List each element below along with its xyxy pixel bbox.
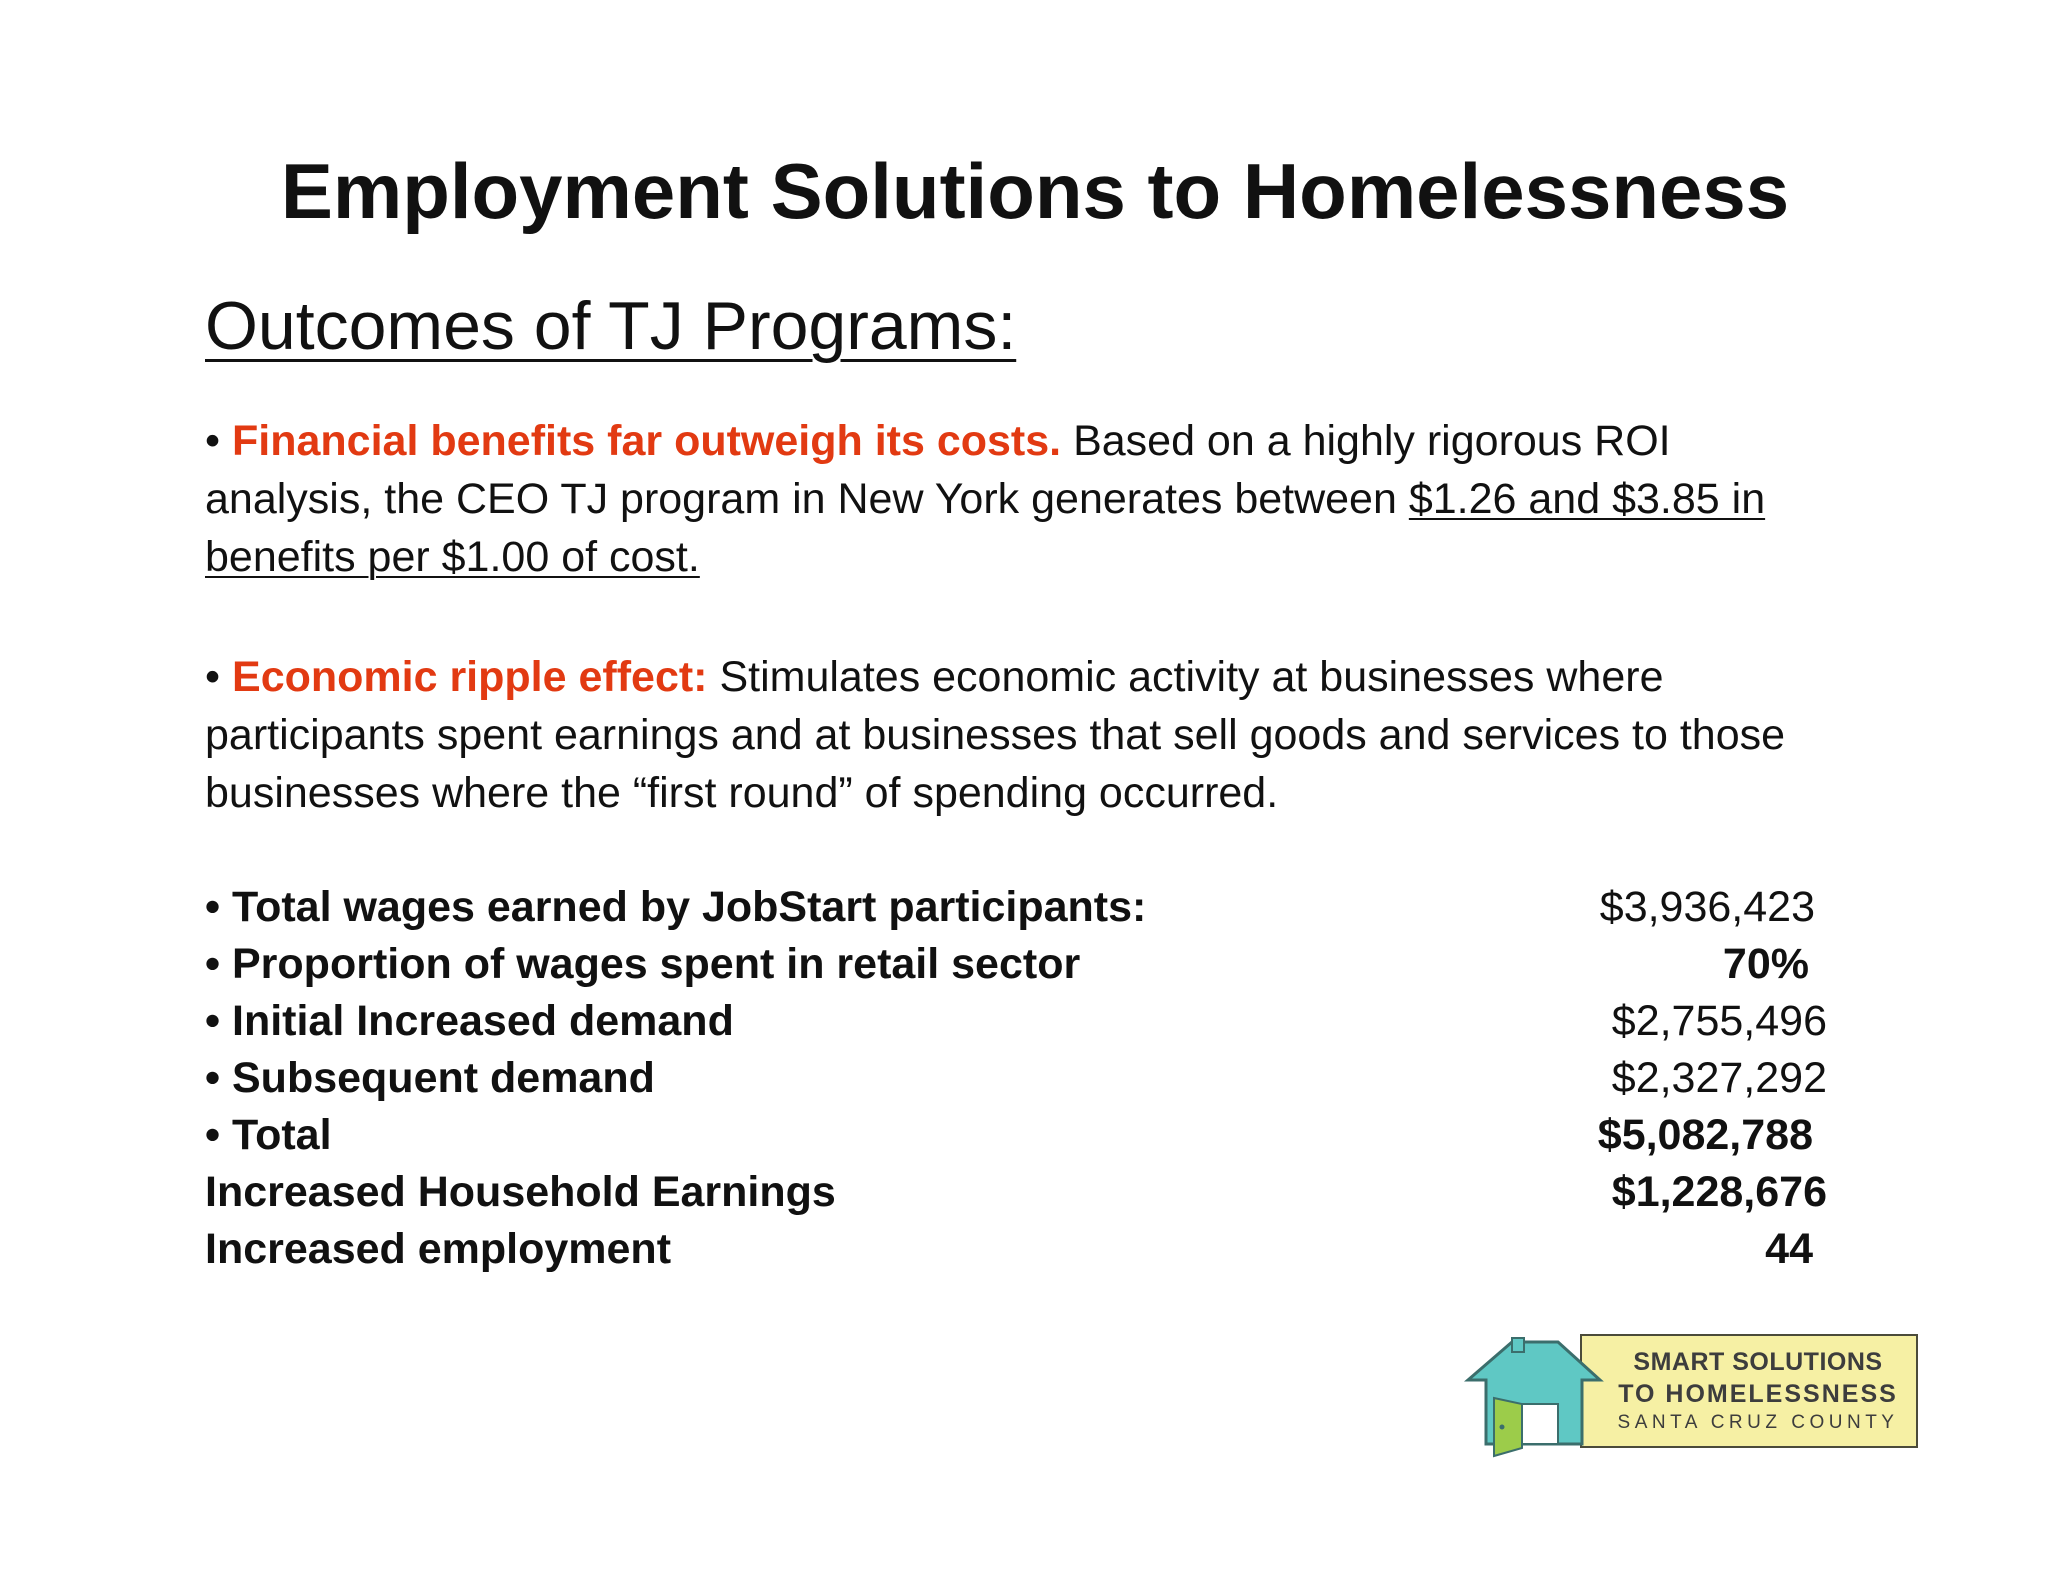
logo-line-2: TO HOMELESSNESS	[1618, 1380, 1898, 1408]
stat-value: 44	[1765, 1225, 1813, 1273]
slide-title: Employment Solutions to Homelessness	[280, 147, 1790, 235]
bullet-lead-financial: Financial benefits far outweigh its costs.	[232, 417, 1062, 465]
stat-value: $5,082,788	[1597, 1111, 1813, 1159]
stat-value: $3,936,423	[1599, 883, 1815, 931]
stat-row-total	[205, 1106, 1815, 1164]
stat-label: • Proportion of wages spent in retail sector	[205, 940, 1081, 988]
stat-label: Increased Household Earnings	[205, 1168, 836, 1216]
stat-value: $2,755,496	[1611, 997, 1827, 1045]
stat-row-subsequent-demand	[205, 1049, 1827, 1107]
slide-subtitle: Outcomes of TJ Programs:	[205, 288, 1017, 364]
bullet-text-ripple: Stimulates economic activity at businesses where participants spent earnings and at businesses that sell goods and services to those businesses where the “first round” of spending occurred.	[205, 653, 1786, 817]
roi-range-text: $1.26 and $3.85 in benefits per $1.00 of cost.	[205, 475, 1766, 581]
stat-value: $1,228,676	[1611, 1168, 1827, 1216]
stat-row-household-earnings	[205, 1163, 1827, 1221]
stat-label: • Initial Increased demand	[205, 997, 734, 1045]
smart-solutions-logo	[1460, 1332, 1920, 1458]
bullet-financial-benefits	[205, 412, 1845, 586]
stat-label: Increased employment	[205, 1225, 672, 1273]
bullet-lead-ripple: Economic ripple effect:	[232, 653, 708, 701]
logo-line-3: SANTA CRUZ COUNTY	[1617, 1412, 1899, 1433]
stat-row-increased-employment	[205, 1220, 1815, 1278]
stat-row-proportion-retail	[205, 935, 1815, 993]
stat-label: • Total	[205, 1111, 332, 1159]
bullet-text-financial: Based on a highly rigorous ROI analysis, the CEO TJ program in New York generates between	[205, 417, 1671, 523]
bullet-marker: •	[205, 653, 221, 701]
bullet-marker: •	[205, 417, 221, 465]
stat-label: • Subsequent demand	[205, 1054, 655, 1102]
logo-line-1: SMART SOLUTIONS	[1633, 1348, 1883, 1376]
stat-value: 70%	[1722, 940, 1809, 988]
stat-row-initial-demand	[205, 992, 1827, 1050]
stat-label: • Total wages earned by JobStart participants:	[205, 883, 1147, 931]
stat-value: $2,327,292	[1611, 1054, 1827, 1102]
stat-row-total-wages	[205, 878, 1815, 936]
bullet-economic-ripple	[205, 648, 1845, 822]
